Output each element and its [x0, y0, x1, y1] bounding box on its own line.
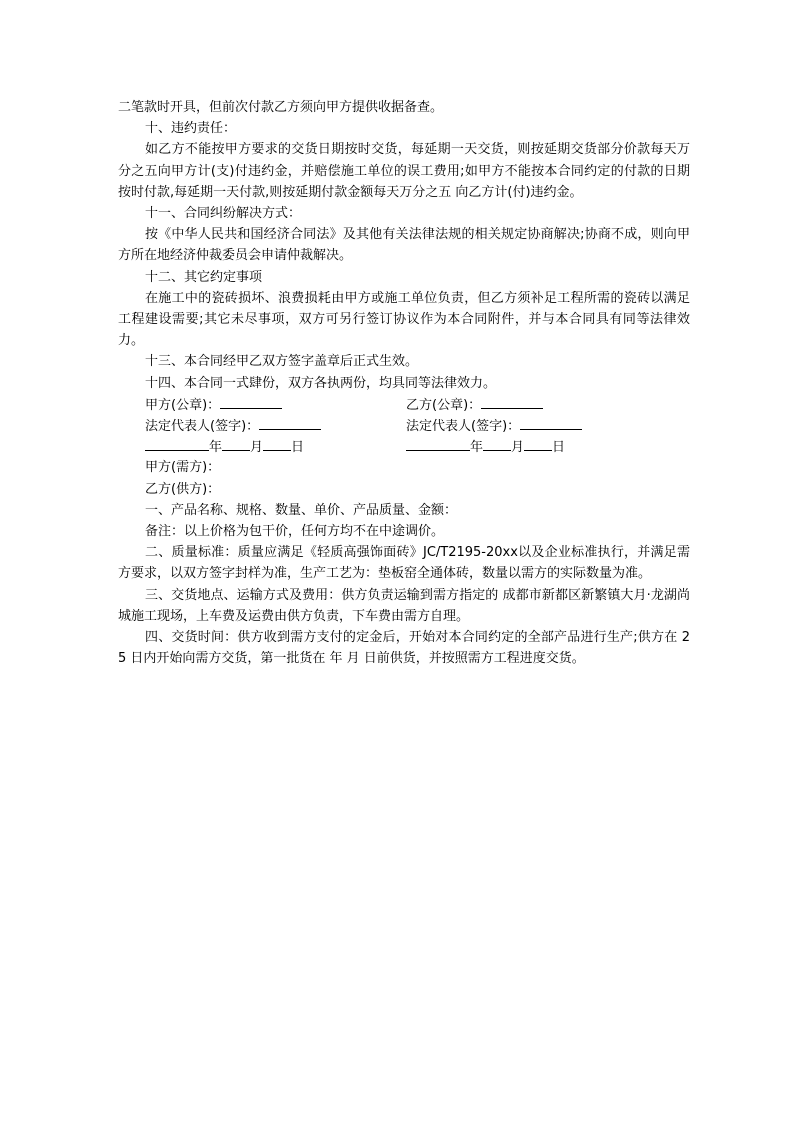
signature-row-date: [118, 436, 690, 457]
party-a-seal-blank: [220, 394, 282, 409]
document-page: [118, 97, 690, 669]
party-a-seal: [145, 394, 282, 416]
party-b-seal-blank: [481, 394, 543, 409]
party-a-year-label: 年: [209, 440, 223, 456]
party-a-rep-blank: [259, 415, 321, 430]
paragraph-payment-receipt: 二笔款时开具，但前次付款乙方须向甲方提供收据备查。: [118, 100, 444, 115]
party-a-month-label: 月: [250, 440, 264, 456]
paragraph-other-terms: 在施工中的瓷砖损坏、浪费损耗由甲方或施工单位负责，但乙方须补足工程所需的瓷砖以满足工程建设需要;其它未尽事项，双方可另行签订协议作为本合同附件，并与本合同具有同等法律效力。: [118, 290, 690, 349]
party-b-day-blank: [524, 436, 552, 451]
party-a-seal-label: 甲方(公章)：: [145, 397, 221, 413]
party-b-day-label: 日: [552, 440, 566, 456]
item-delivery-time: 四、交货时间：供方收到需方支付的定金后，开始对本合同约定的全部产品进行生产;供方在 25 日内开始向需方交货，第一批货在 年 月 日前供货，并按照需方工程进度交货。: [118, 630, 690, 667]
party-a-rep: [145, 415, 321, 437]
party-b-year-blank: [406, 436, 470, 451]
party-a-month-blank: [222, 436, 250, 451]
party-b-rep-blank: [520, 415, 582, 430]
party-b-date: [406, 436, 565, 458]
paragraph-copies: 十四、本合同一式肆份，双方各执两份，均具同等法律效力。: [145, 375, 497, 391]
item-quality-standard: 二、质量标准：质量应满足《轻质高强饰面砖》JC/T2195-20xx以及企业标准执行，并满足需方要求，以双方签字封样为准，生产工艺为：垫板窑全通体砖，数量以需方的实际数量为准。: [118, 545, 690, 582]
note-price: 备注：以上价格为包干价，任何方均不在中途调价。: [145, 524, 445, 540]
heading-other-terms: 十二、其它约定事项: [145, 269, 263, 285]
party-a-rep-label: 法定代表人(签字)：: [145, 419, 260, 435]
party-b-month-label: 月: [511, 440, 525, 456]
party-a-day-blank: [263, 436, 291, 451]
party-b-seal: [406, 394, 543, 416]
item-delivery-location: 三、交货地点、运输方式及费用：供方负责运输到需方指定的 成都市新都区新繁镇大月·龙湖尚城施工现场，上车费及运费由供方负责，下车费由需方自理。: [118, 587, 690, 624]
party-b-rep-label: 法定代表人(签字)：: [406, 419, 521, 435]
heading-breach-liability: 十、违约责任：: [145, 121, 237, 137]
buyer-line: 甲方(需方)：: [145, 460, 221, 476]
party-a-day-label: 日: [291, 440, 305, 456]
heading-dispute-resolution: 十一、合同纠纷解决方式：: [145, 206, 302, 222]
party-b-month-blank: [483, 436, 511, 451]
seller-line: 乙方(供方)：: [145, 481, 221, 497]
paragraph-dispute-resolution: 按《中华人民共和国经济合同法》及其他有关法律法规的相关规定协商解决;协商不成，则向甲方所在地经济仲裁委员会申请仲裁解决。: [118, 227, 690, 264]
paragraph-breach-liability: 如乙方不能按甲方要求的交货日期按时交货，每延期一天交货，则按延期交货部分价款每天万分之五向甲方计(支)付违约金，并赔偿施工单位的误工费用;如甲方不能按本合同约定的付款的日期按时付款,每延期一天付款,则按延期付款金额每天万分之五 向乙方计(付)违约金。: [118, 142, 690, 200]
party-a-date: [145, 436, 304, 458]
paragraph-effective: 十三、本合同经甲乙双方签字盖章后正式生效。: [145, 354, 419, 370]
party-a-year-blank: [145, 436, 209, 451]
party-b-rep: [406, 415, 582, 437]
party-b-seal-label: 乙方(公章)：: [406, 397, 482, 413]
signature-row-seal: [118, 394, 690, 415]
signature-row-rep: [118, 415, 690, 436]
item-product-info: 一、产品名称、规格、数量、单价、产品质量、金额：: [145, 502, 458, 518]
party-b-year-label: 年: [470, 440, 484, 456]
